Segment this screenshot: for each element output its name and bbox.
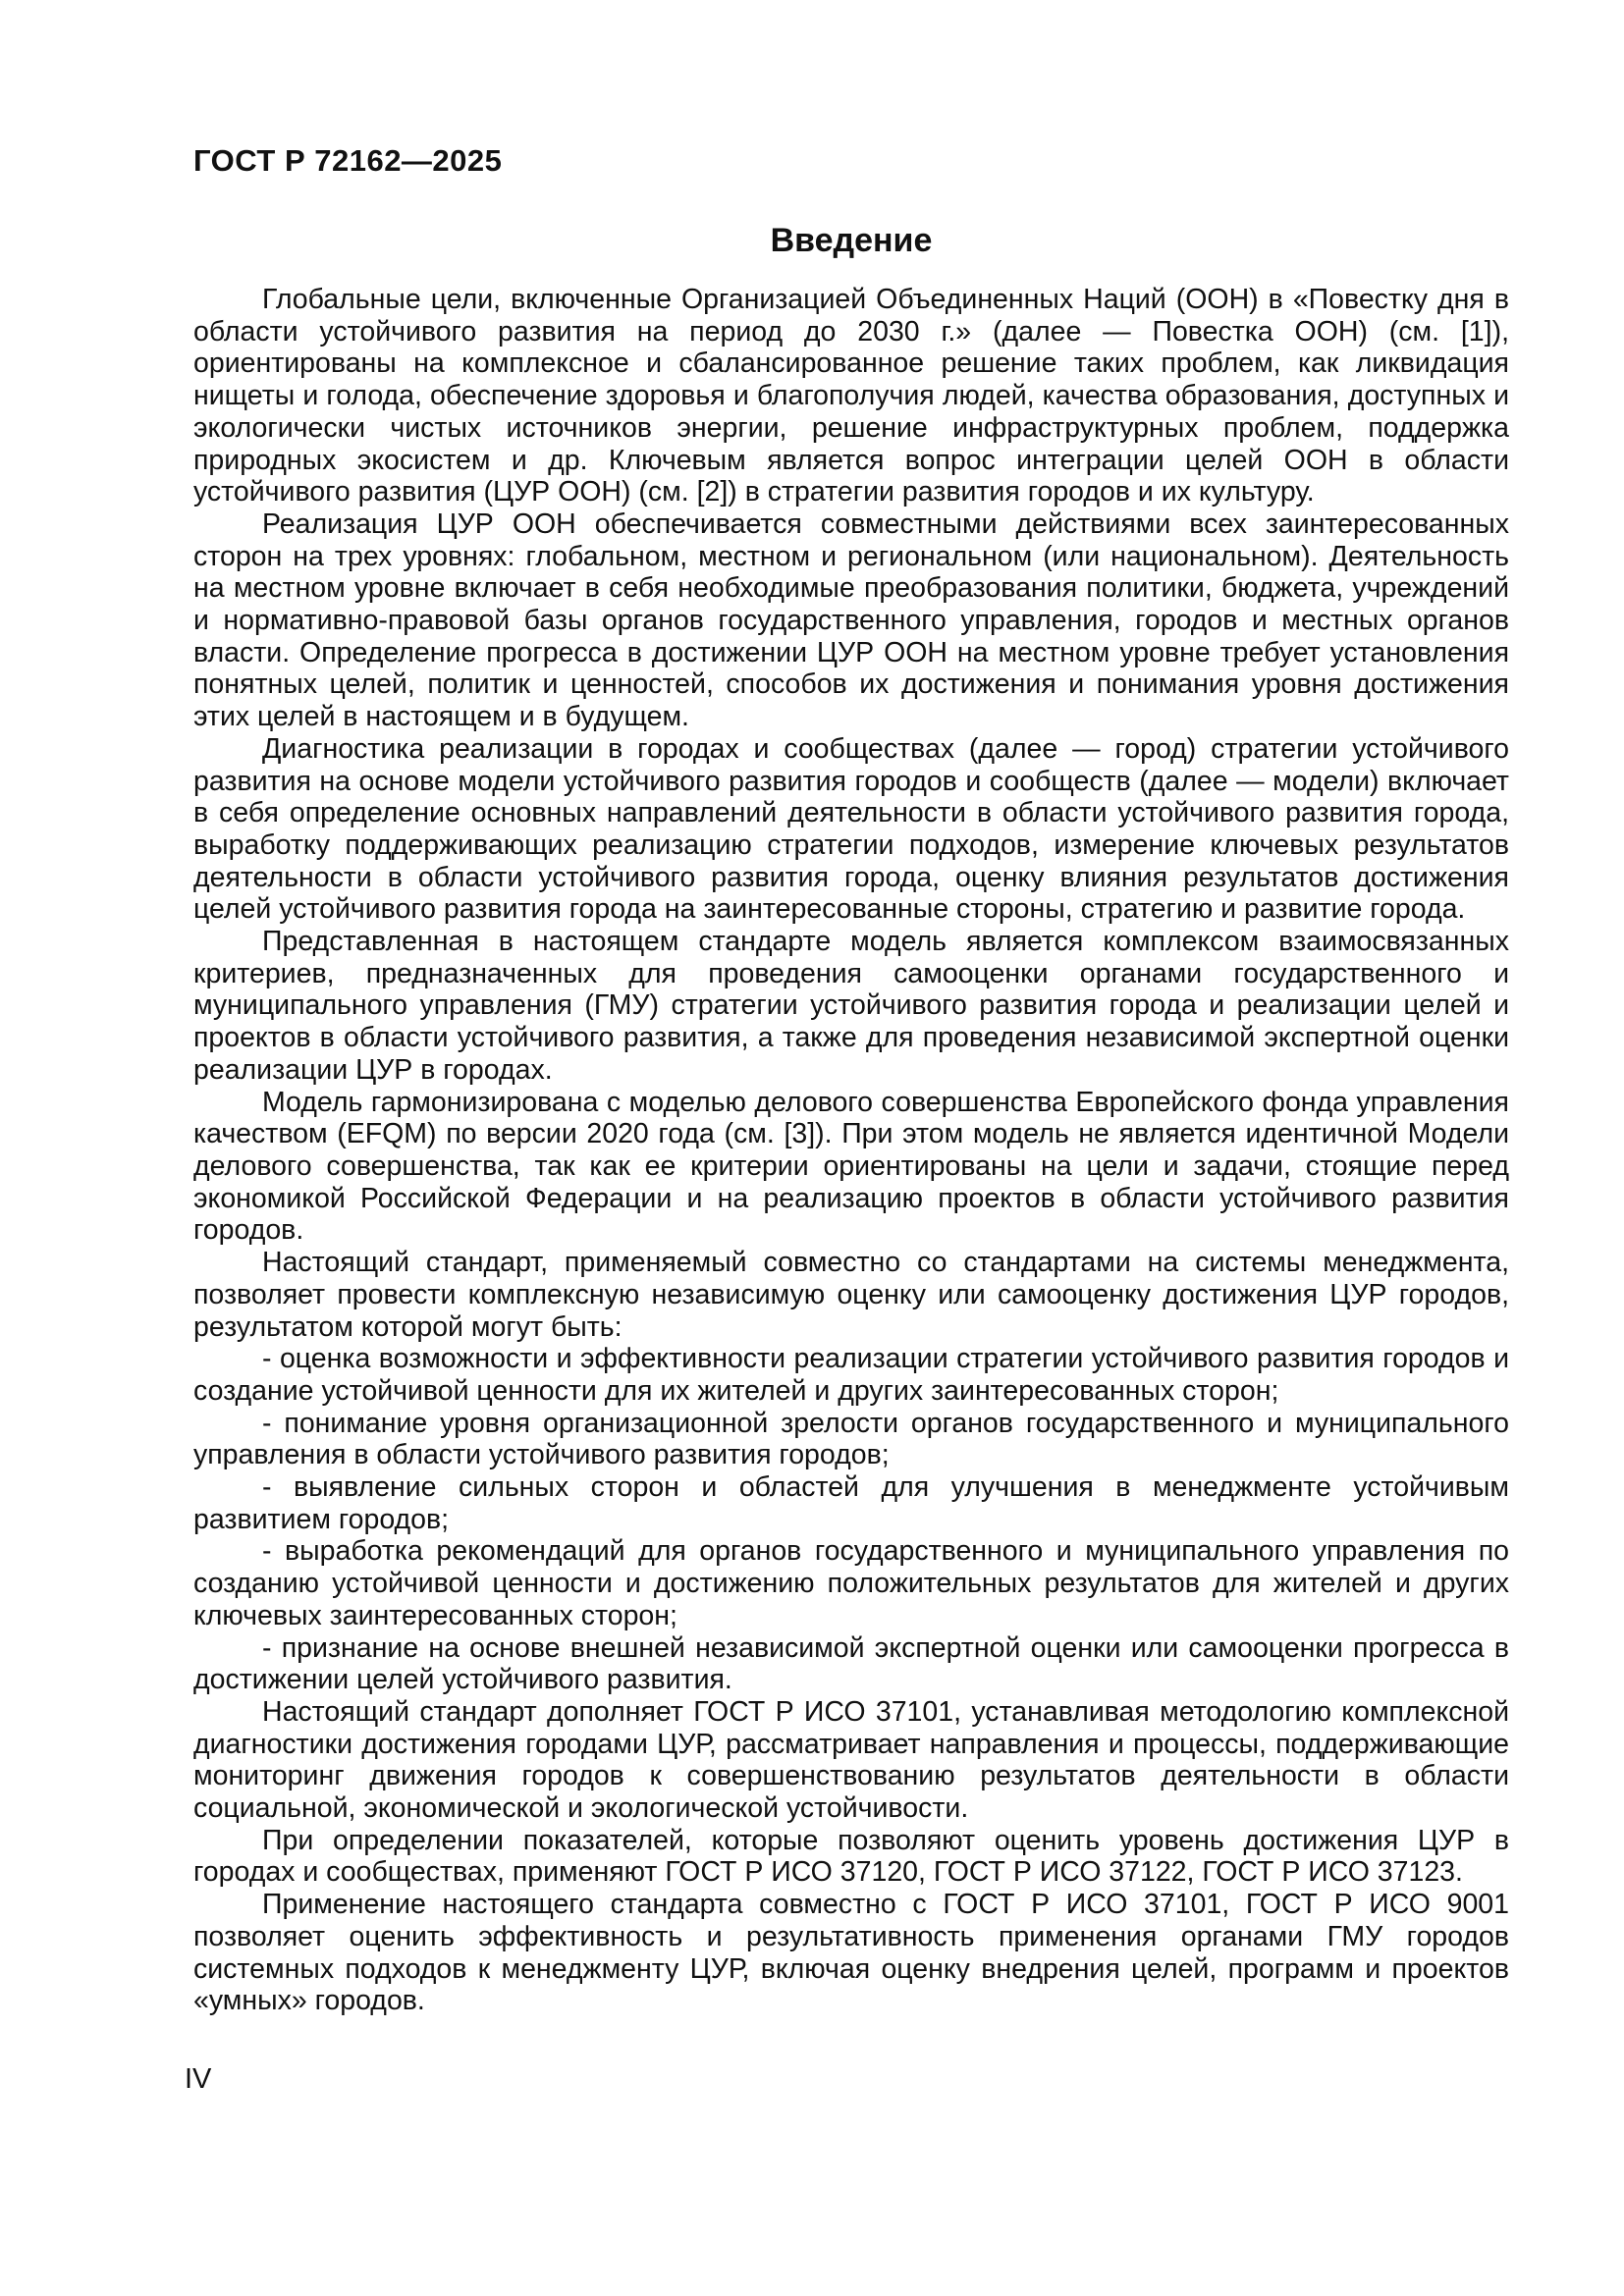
list-item: - понимание уровня организационной зрелости органов государственного и муниципального управления в области устойчивого развития городов; [193,1407,1509,1471]
list-item: - оценка возможности и эффективности реализации стратегии устойчивого развития городов и создание устойчивой ценности для их жителей и других заинтересованных сторон; [193,1343,1509,1407]
paragraph: Реализация ЦУР ООН обеспечивается совместными действиями всех заинтересованных сторон на трех уровнях: глобальном, местном и региональном (или национальном). Деятельность на местном уровне включает в себя необходимые преобразования политики, бюджета, учреждений и нормативно-правовой базы органов государственного управления, городов и местных органов власти. Определение прогресса в достижении ЦУР ООН на местном уровне требует установления понятных целей, политик и ценностей, способов их достижения и понимания уровня достижения этих целей в настоящем и в будущем. [193,507,1509,733]
page-number: IV [185,2063,212,2095]
paragraph: Глобальные цели, включенные Организацией Объединенных Наций (ООН) в «Повестку дня в области устойчивого развития на период до 2030 г.» (далее — Повестка ООН) (см. [1]), ориентированы на комплексное и сбалансированное решение таких проблем, как ликвидация нищеты и голода, обеспечение здоровья и благополучия людей, качества образования, доступных и экологически чистых источников энергии, решение инфраструктурных проблем, поддержка природных экосистем и др. Ключевым является вопрос интеграции целей ООН в области устойчивого развития (ЦУР ООН) (см. [2]) в стратегии развития городов и их культуру. [193,284,1509,508]
section-title: Введение [770,222,933,259]
standard-designation: ГОСТ Р 72162—2025 [193,143,503,178]
list-item: - признание на основе внешней независимой экспертной оценки или самооценки прогресса в достижении целей устойчивого развития. [193,1631,1509,1696]
paragraph: Модель гармонизирована с моделью делового совершенства Европейского фонда управления качеством (EFQM) по версии 2020 года (см. [3]). При этом модель не является идентичной Модели делового совершенства, так как ее критерии ориентированы на цели и задачи, стоящие перед экономикой Российской Федерации и на реализацию проектов в области устойчивого развития городов. [193,1086,1509,1247]
document-body [193,284,1509,2017]
paragraph: Диагностика реализации в городах и сообществах (далее — город) стратегии устойчивого развития на основе модели устойчивого развития городов и сообществ (далее — модели) включает в себя определение основных направлений деятельности в области устойчивого развития города, выработку поддерживающих реализацию стратегии подходов, измерение ключевых результатов деятельности в области устойчивого развития города, оценку влияния результатов достижения целей устойчивого развития города на заинтересованные стороны, стратегию и развитие города. [193,732,1509,926]
paragraph: Представленная в настоящем стандарте модель является комплексом взаимосвязанных критериев, предназначенных для проведения самооценки органами государственного и муниципального управления (ГМУ) стратегии устойчивого развития города и реализации целей и проектов в области устойчивого развития, а также для проведения независимой экспертной оценки реализации ЦУР в городах. [193,926,1509,1086]
list-item: - выявление сильных сторон и областей для улучшения в менеджменте устойчивым развитием городов; [193,1471,1509,1535]
paragraph: При определении показателей, которые позволяют оценить уровень достижения ЦУР в городах и сообществах, применяют ГОСТ Р ИСО 37120, ГОСТ Р ИСО 37122, ГОСТ Р ИСО 37123. [193,1824,1509,1889]
paragraph: Настоящий стандарт, применяемый совместно со стандартами на системы менеджмента, позволяет провести комплексную независимую оценку или самооценку достижения ЦУР городов, результатом которой могут быть: [193,1247,1509,1343]
list-item: - выработка рекомендаций для органов государственного и муниципального управления по созданию устойчивой ценности и достижению положительных результатов для жителей и других ключевых заинтересованных сторон; [193,1535,1509,1631]
paragraph: Настоящий стандарт дополняет ГОСТ Р ИСО 37101, устанавливая методологию комплексной диагностики достижения городами ЦУР, рассматривает направления и процессы, поддерживающие мониторинг движения городов к совершенствованию результатов деятельности в области социальной, экономической и экологической устойчивости. [193,1695,1509,1825]
paragraph: Применение настоящего стандарта совместно с ГОСТ Р ИСО 37101, ГОСТ Р ИСО 9001 позволяет оценить эффективность и результативность применения органами ГМУ городов системных подходов к менеджменту ЦУР, включая оценку внедрения целей, программ и проектов «умных» городов. [193,1889,1509,2017]
